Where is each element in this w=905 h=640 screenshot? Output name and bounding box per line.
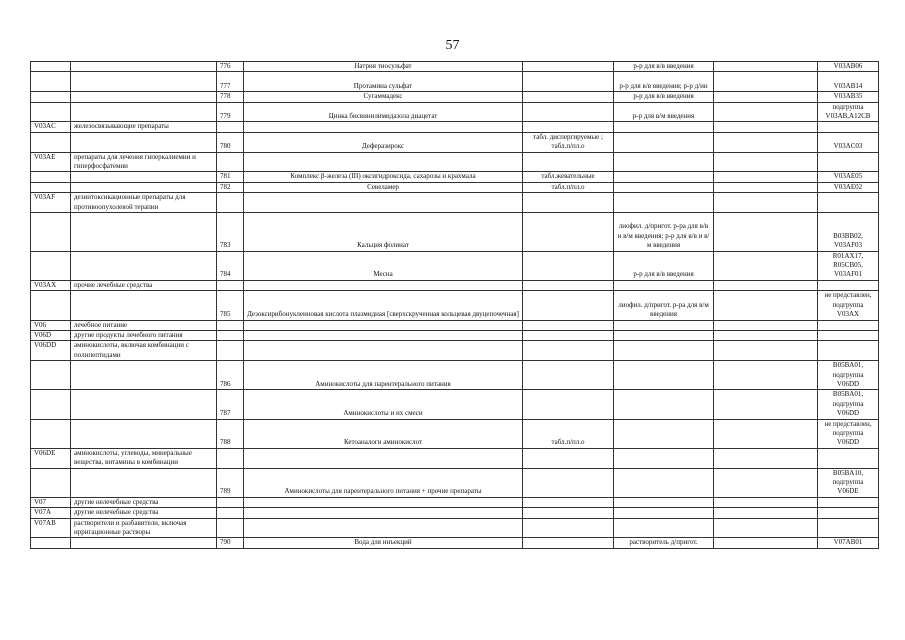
- atc-group-label: прочие лечебные средства: [71, 280, 217, 290]
- drug-name: Цинка бисвинилимидазола диацетат: [244, 102, 523, 122]
- atc-group-code: V03AF: [31, 193, 71, 213]
- atc-group-code: V07: [31, 497, 71, 507]
- drug-number: [217, 320, 244, 330]
- drug-row: [31, 390, 879, 419]
- note-cell: [714, 193, 818, 213]
- page-number: 57: [445, 38, 460, 53]
- atc-group-label: [71, 72, 217, 92]
- drug-name: [244, 330, 523, 340]
- group-row: [31, 152, 879, 172]
- drug-name: [244, 508, 523, 518]
- drug-name: [244, 280, 523, 290]
- atc-group-label: [71, 92, 217, 102]
- note-cell: [714, 497, 818, 507]
- dosage-form-b: [614, 152, 714, 172]
- dosage-form-a: [523, 508, 614, 518]
- note-cell: [714, 280, 818, 290]
- drug-name: Протамина сульфат: [244, 72, 523, 92]
- dosage-form-b: [614, 172, 714, 182]
- drug-row: [31, 291, 879, 320]
- note-cell: [714, 213, 818, 252]
- drug-row: [31, 182, 879, 192]
- atc-group-label: [71, 361, 217, 390]
- note-cell: [714, 419, 818, 448]
- dosage-form-a: [523, 291, 614, 320]
- drug-name: Комплекс β-железа (III) оксигидроксида, сахарозы и крахмала: [244, 172, 523, 182]
- dosage-form-b: р-р для в/м введения: [614, 102, 714, 122]
- drug-name: Вода для инъекций: [244, 538, 523, 548]
- atc-code: не представлен, подгруппа V06DD: [818, 419, 879, 448]
- drug-number: 782: [217, 182, 244, 192]
- atc-code: [818, 152, 879, 172]
- drug-number: [217, 508, 244, 518]
- group-row: [31, 497, 879, 507]
- atc-group-code: [31, 213, 71, 252]
- atc-group-label: другие продукты лечебного питания: [71, 330, 217, 340]
- drug-number: [217, 152, 244, 172]
- drug-number: 790: [217, 538, 244, 548]
- dosage-form-b: лиофил. д/пригот. р-ра для в/в и в/м введения; р-р для в/в и в/м введения: [614, 213, 714, 252]
- atc-group-label: другие нелечебные средства: [71, 497, 217, 507]
- drug-number: [217, 341, 244, 361]
- atc-group-code: V07AB: [31, 518, 71, 538]
- atc-code: V03AE05: [818, 172, 879, 182]
- atc-group-label: [71, 251, 217, 280]
- drug-number: [217, 448, 244, 468]
- drug-name: [244, 320, 523, 330]
- drug-name: Аминокислоты для парентерального питания: [244, 361, 523, 390]
- atc-group-code: [31, 182, 71, 192]
- atc-code: [818, 193, 879, 213]
- drug-number: 778: [217, 92, 244, 102]
- atc-code: V07AB01: [818, 538, 879, 548]
- note-cell: [714, 538, 818, 548]
- drug-number: [217, 122, 244, 132]
- drug-number: 777: [217, 72, 244, 92]
- atc-code: [818, 518, 879, 538]
- atc-group-label: [71, 132, 217, 152]
- dosage-form-a: [523, 497, 614, 507]
- drug-row: [31, 172, 879, 182]
- atc-group-code: V06: [31, 320, 71, 330]
- note-cell: [714, 62, 818, 72]
- atc-group-code: [31, 132, 71, 152]
- atc-group-code: V06DE: [31, 448, 71, 468]
- drug-number: 779: [217, 102, 244, 122]
- note-cell: [714, 518, 818, 538]
- dosage-form-b: [614, 320, 714, 330]
- drug-row: [31, 361, 879, 390]
- dosage-form-b: растворитель д/пригот.: [614, 538, 714, 548]
- drug-row: [31, 213, 879, 252]
- drug-number: 787: [217, 390, 244, 419]
- atc-code: [818, 320, 879, 330]
- atc-group-code: V03AC: [31, 122, 71, 132]
- atc-group-code: [31, 102, 71, 122]
- group-row: [31, 341, 879, 361]
- dosage-form-a: [523, 92, 614, 102]
- atc-code: V03AB06: [818, 62, 879, 72]
- dosage-form-b: р-р для в/в введения: [614, 251, 714, 280]
- atc-group-label: [71, 172, 217, 182]
- drug-number: 785: [217, 291, 244, 320]
- group-row: [31, 448, 879, 468]
- drug-row: [31, 538, 879, 548]
- drug-number: 786: [217, 361, 244, 390]
- atc-group-label: лечебное питание: [71, 320, 217, 330]
- drug-name: [244, 193, 523, 213]
- dosage-form-b: [614, 132, 714, 152]
- drug-name: Месна: [244, 251, 523, 280]
- atc-group-label: [71, 62, 217, 72]
- drug-row: [31, 62, 879, 72]
- drug-number: 781: [217, 172, 244, 182]
- atc-group-code: V07A: [31, 508, 71, 518]
- atc-group-label: другие нелечебные средства: [71, 508, 217, 518]
- atc-code: [818, 280, 879, 290]
- drug-number: 784: [217, 251, 244, 280]
- note-cell: [714, 468, 818, 497]
- drug-number: 780: [217, 132, 244, 152]
- dosage-form-b: [614, 280, 714, 290]
- atc-group-code: [31, 172, 71, 182]
- table-body: [31, 62, 879, 549]
- drug-number: [217, 518, 244, 538]
- drug-name: [244, 341, 523, 361]
- atc-group-label: [71, 538, 217, 548]
- drug-number: 776: [217, 62, 244, 72]
- dosage-form-a: [523, 280, 614, 290]
- note-cell: [714, 102, 818, 122]
- atc-group-label: [71, 419, 217, 448]
- note-cell: [714, 132, 818, 152]
- note-cell: [714, 341, 818, 361]
- note-cell: [714, 122, 818, 132]
- group-row: [31, 122, 879, 132]
- group-row: [31, 193, 879, 213]
- atc-group-code: [31, 72, 71, 92]
- drug-row: [31, 132, 879, 152]
- atc-group-label: аминокислоты, включая комбинации с полипептидами: [71, 341, 217, 361]
- drug-number: [217, 193, 244, 213]
- atc-group-code: [31, 92, 71, 102]
- dosage-form-a: [523, 361, 614, 390]
- drug-number: [217, 497, 244, 507]
- dosage-form-a: [523, 193, 614, 213]
- atc-group-code: V06DD: [31, 341, 71, 361]
- atc-code: [818, 330, 879, 340]
- note-cell: [714, 390, 818, 419]
- drug-row: [31, 419, 879, 448]
- atc-code: V03AB35: [818, 92, 879, 102]
- dosage-form-a: [523, 122, 614, 132]
- note-cell: [714, 92, 818, 102]
- dosage-form-a: [523, 341, 614, 361]
- dosage-form-b: [614, 448, 714, 468]
- drug-row: [31, 468, 879, 497]
- drug-row: [31, 92, 879, 102]
- dosage-form-a: табл.п/пл.о: [523, 419, 614, 448]
- atc-code: [818, 497, 879, 507]
- atc-group-code: [31, 538, 71, 548]
- group-row: [31, 508, 879, 518]
- note-cell: [714, 182, 818, 192]
- atc-group-label: [71, 390, 217, 419]
- atc-group-code: [31, 291, 71, 320]
- note-cell: [714, 72, 818, 92]
- drug-name: Аминокислоты и их смеси: [244, 390, 523, 419]
- note-cell: [714, 330, 818, 340]
- atc-group-label: [71, 213, 217, 252]
- group-row: [31, 280, 879, 290]
- atc-group-code: [31, 468, 71, 497]
- drug-row: [31, 102, 879, 122]
- atc-group-code: [31, 62, 71, 72]
- dosage-form-b: [614, 518, 714, 538]
- dosage-form-a: [523, 448, 614, 468]
- dosage-form-b: [614, 361, 714, 390]
- dosage-form-a: [523, 213, 614, 252]
- note-cell: [714, 152, 818, 172]
- dosage-form-a: [523, 62, 614, 72]
- drug-number: 788: [217, 419, 244, 448]
- dosage-form-a: [523, 330, 614, 340]
- dosage-form-b: [614, 390, 714, 419]
- atc-code: V03AC03: [818, 132, 879, 152]
- dosage-form-a: табл. диспергируемые ; табл.п/пл.о: [523, 132, 614, 152]
- dosage-form-b: [614, 182, 714, 192]
- atc-group-code: [31, 361, 71, 390]
- drug-number: [217, 330, 244, 340]
- atc-group-code: V03AE: [31, 152, 71, 172]
- atc-code: B05BA10, подгруппа V06DE: [818, 468, 879, 497]
- atc-group-label: аминокислоты, углеводы, минеральные вещества, витамины в комбинации: [71, 448, 217, 468]
- drug-name: Сугаммадекс: [244, 92, 523, 102]
- group-row: [31, 330, 879, 340]
- drug-name: Севеламер: [244, 182, 523, 192]
- atc-code: B03BB02, V03AF03: [818, 213, 879, 252]
- atc-code: B05BA01, подгруппа V06DD: [818, 361, 879, 390]
- atc-code: [818, 341, 879, 361]
- dosage-form-b: [614, 508, 714, 518]
- dosage-form-a: [523, 251, 614, 280]
- dosage-form-b: [614, 193, 714, 213]
- dosage-form-a: [523, 390, 614, 419]
- dosage-form-b: лиофил. д/пригот. р-ра для в/м введения: [614, 291, 714, 320]
- atc-code: [818, 122, 879, 132]
- drug-name: Кальция фолинат: [244, 213, 523, 252]
- dosage-form-a: [523, 518, 614, 538]
- dosage-form-a: [523, 72, 614, 92]
- atc-group-label: железосвязывающие препараты: [71, 122, 217, 132]
- atc-code: подгруппа V03AB,A12CB: [818, 102, 879, 122]
- atc-group-label: [71, 182, 217, 192]
- drug-table: [30, 61, 879, 549]
- dosage-form-b: р-р для в/в введения: [614, 62, 714, 72]
- drug-name: [244, 497, 523, 507]
- atc-group-label: дезинтоксикационные препараты для противоопухолевой терапии: [71, 193, 217, 213]
- dosage-form-b: [614, 341, 714, 361]
- group-row: [31, 518, 879, 538]
- atc-code: R01AX17, R05CB05, V03AF01: [818, 251, 879, 280]
- dosage-form-a: табл.п/пл.о: [523, 182, 614, 192]
- drug-number: [217, 280, 244, 290]
- note-cell: [714, 251, 818, 280]
- dosage-form-a: [523, 320, 614, 330]
- atc-group-code: V03AX: [31, 280, 71, 290]
- atc-group-code: [31, 390, 71, 419]
- note-cell: [714, 508, 818, 518]
- drug-name: Натрия тиосульфат: [244, 62, 523, 72]
- drug-name: [244, 518, 523, 538]
- dosage-form-b: р-р для в/в введения: [614, 92, 714, 102]
- drug-name: Кетоаналоги аминокислот: [244, 419, 523, 448]
- dosage-form-b: [614, 122, 714, 132]
- atc-group-code: V06D: [31, 330, 71, 340]
- atc-code: B05BA01, подгруппа V06DD: [818, 390, 879, 419]
- drug-name: [244, 448, 523, 468]
- drug-number: 783: [217, 213, 244, 252]
- drug-name: [244, 122, 523, 132]
- drug-name: [244, 152, 523, 172]
- dosage-form-b: [614, 497, 714, 507]
- drug-number: 789: [217, 468, 244, 497]
- drug-row: [31, 251, 879, 280]
- atc-group-label: [71, 291, 217, 320]
- note-cell: [714, 172, 818, 182]
- drug-name: Аминокислоты для парентерального питания + прочие препараты: [244, 468, 523, 497]
- atc-group-label: [71, 468, 217, 497]
- dosage-form-a: [523, 152, 614, 172]
- dosage-form-a: [523, 468, 614, 497]
- atc-code: [818, 508, 879, 518]
- atc-code: V03AB14: [818, 72, 879, 92]
- dosage-form-a: [523, 102, 614, 122]
- note-cell: [714, 448, 818, 468]
- drug-name: Дезоксирибонуклеиновая кислота плазмидная [сверхскрученная кольцевая двуцепочечная]: [244, 291, 523, 320]
- group-row: [31, 320, 879, 330]
- dosage-form-b: [614, 419, 714, 448]
- note-cell: [714, 291, 818, 320]
- atc-group-label: препараты для лечения гиперкалиемии и гиперфосфатемии: [71, 152, 217, 172]
- dosage-form-b: [614, 468, 714, 497]
- dosage-form-a: [523, 538, 614, 548]
- dosage-form-b: [614, 330, 714, 340]
- atc-code: не представлен, подгруппа V03AX: [818, 291, 879, 320]
- atc-code: V03AE02: [818, 182, 879, 192]
- dosage-form-a: табл.жевательные: [523, 172, 614, 182]
- dosage-form-b: р-р для в/в введения; р-р д/ин: [614, 72, 714, 92]
- drug-row: [31, 72, 879, 92]
- note-cell: [714, 320, 818, 330]
- drug-name: Деферазирокс: [244, 132, 523, 152]
- atc-group-code: [31, 251, 71, 280]
- atc-code: [818, 448, 879, 468]
- atc-group-label: растворители и разбавители, включая ирригационные растворы: [71, 518, 217, 538]
- note-cell: [714, 361, 818, 390]
- atc-group-label: [71, 102, 217, 122]
- atc-group-code: [31, 419, 71, 448]
